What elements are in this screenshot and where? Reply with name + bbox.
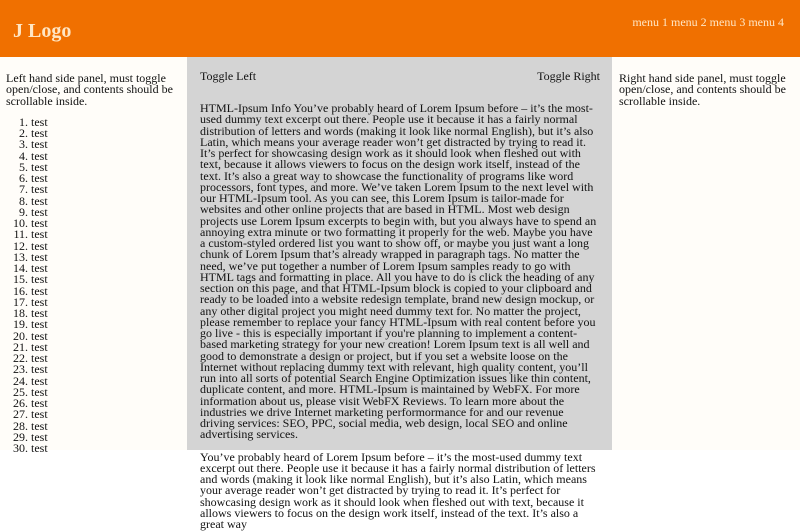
- center-panel[interactable]: [187, 57, 612, 531]
- list-item: 30. test: [31, 443, 181, 454]
- list-item: 15. test: [31, 274, 181, 285]
- menu-item-4[interactable]: menu 4: [748, 15, 784, 29]
- toggle-row: [200, 71, 600, 83]
- list-item: 28. test: [31, 421, 181, 432]
- toggle-right-button[interactable]: Toggle Right: [537, 69, 600, 83]
- list-item: 20. test: [31, 331, 181, 342]
- list-item: 1. test: [31, 117, 181, 128]
- list-item: 14. test: [31, 263, 181, 274]
- toggle-left-button[interactable]: Toggle Left: [200, 69, 257, 83]
- list-item: 4. test: [31, 151, 181, 162]
- list-item: 11. test: [31, 229, 181, 240]
- top-menu: [632, 15, 784, 29]
- list-item: 29. test: [31, 432, 181, 443]
- list-item: 10. test: [31, 218, 181, 229]
- list-item: 2. test: [31, 128, 181, 139]
- header: [0, 0, 800, 57]
- list-item: 17. test: [31, 297, 181, 308]
- right-panel-description: Right hand side panel, must toggle open/close, and contents should be scrollable inside.: [619, 71, 786, 108]
- list-item: 5. test: [31, 162, 181, 173]
- test-list: [6, 114, 181, 456]
- list-item: 23. test: [31, 364, 181, 375]
- content-paragraph: HTML-Ipsum Info You’ve probably heard of Lorem Ipsum before – it’s the most-used dummy text excerpt out there. People use it because it has a fairly normal distribution of letters and words (making it look like normal English), but it’s also Latin, which means your average reader won’t get distracted by trying to read it. It’s perfect for showcasing design work as it should look when fleshed out with text, because it allows viewers to focus on the design work itself, instead of the text. It’s also a great way to showcase the functionality of programs like word processors, font types, and more. We’ve taken Lorem Ipsum to the next level with our HTML-Ipsum tool. As you can see, this Lorem Ipsum is tailor-made for websites and other online projects that are based in HTML. Most web design projects use Lorem Ipsum excerpts to begin with, but you always have to spend an annoying extra minute or two formatting it properly for the web. Maybe you have a custom-styled ordered list you want to show off, or maybe you just want a long chunk of Lorem Ipsum that’s already wrapped in paragraph tags. No matter the need, we’ve put together a number of Lorem Ipsum samples ready to go with HTML tags and formatting in place. All you have to do is click the heading of any section on this page, and that HTML-Ipsum block is copied to your clipboard and ready to be loaded into a website redesign template, brand new design mockup, or any other digital project you might need dummy text for. No matter the project, please remember to replace your fancy HTML-Ipsum with real content before you go live - this is especially important if you're planning to implement a content-based marketing strategy for your new creation! Lorem Ipsum text is all well and good to demonstrate a design or project, but if you set a website loose on the Internet without replacing dummy text with relevant, high quality content, you’ll run into all sorts of potential Search Engine Optimization issues like thin content, duplicate content, and more. HTML-Ipsum is maintained by WebFX. For more information about us, please visit WebFX Reviews. To learn more about the industries we drive Internet marketing performormance for and our revenue driving services: SEO, PPC, social media, web design, local SEO and online advertising services.: [200, 101, 597, 442]
- content-paragraph: You’ve probably heard of Lorem Ipsum before – it’s the most-used dummy text excerpt out there. People use it because it has a fairly normal distribution of letters and words (making it look like normal English), but it’s also Latin, which means your average reader won’t get distracted by trying to read it. It’s perfect for showcasing design work as it should look when fleshed out with text, because it allows viewers to focus on the design work itself, instead of the text. It’s also a great way: [200, 449, 596, 531]
- list-item: 6. test: [31, 173, 181, 184]
- list-item: 26. test: [31, 398, 181, 409]
- list-item: 12. test: [31, 241, 181, 252]
- list-item: 13. test: [31, 252, 181, 263]
- main-content: [200, 103, 600, 530]
- list-item: 16. test: [31, 286, 181, 297]
- logo[interactable]: J Logo: [13, 20, 72, 42]
- list-item: 19. test: [31, 319, 181, 330]
- list-item: 27. test: [31, 409, 181, 420]
- left-panel-description: Left hand side panel, must toggle open/close, and contents should be scrollable inside.: [6, 71, 173, 108]
- right-panel[interactable]: [612, 57, 800, 450]
- list-item: 22. test: [31, 353, 181, 364]
- list-item: 9. test: [31, 207, 181, 218]
- list-item: 21. test: [31, 342, 181, 353]
- list-item: 18. test: [31, 308, 181, 319]
- list-item: 24. test: [31, 376, 181, 387]
- menu-item-2[interactable]: menu 2: [670, 15, 707, 29]
- list-item: 25. test: [31, 387, 181, 398]
- left-panel[interactable]: [0, 57, 187, 456]
- list-item: 8. test: [31, 196, 181, 207]
- menu-item-1[interactable]: menu 1: [632, 15, 668, 29]
- menu-item-3[interactable]: menu 3: [709, 15, 746, 29]
- list-item: 3. test: [31, 139, 181, 150]
- list-item: 7. test: [31, 184, 181, 195]
